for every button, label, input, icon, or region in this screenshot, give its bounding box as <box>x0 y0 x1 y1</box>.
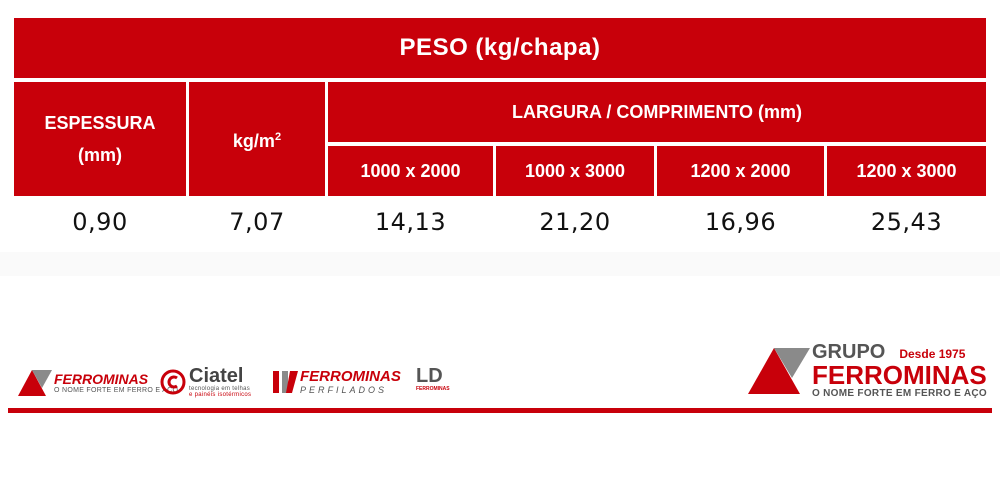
header-size-3 <box>657 146 824 196</box>
ciatel-logo-icon <box>160 369 186 395</box>
header-espessura-label: ESPESSURA <box>44 113 156 133</box>
header-size-label: 1000 x 2000 <box>360 160 461 181</box>
header-largura-comprimento <box>328 82 986 142</box>
footer-divider <box>8 408 992 413</box>
ld-sub: FERROMINAS <box>416 386 450 392</box>
perfilados-wordmark: FERROMINAS <box>300 368 401 385</box>
header-kgm2-sup: 2 <box>274 131 282 143</box>
header-size-label: 1000 x 3000 <box>524 160 626 181</box>
row-separator-band <box>0 252 1000 276</box>
desde-label: Desde 1975 <box>899 346 966 361</box>
perfilados-sub: PERFILADOS <box>300 385 388 395</box>
cell-1200x3000: 25,43 <box>870 208 943 236</box>
header-kgm2-label <box>233 121 281 157</box>
cell-1000x3000: 21,20 <box>539 208 611 236</box>
grupo-ferrominas-wordmark: FERROMINAS <box>812 359 987 390</box>
grupo-ferrominas-logo-icon <box>748 346 810 394</box>
header-kgm2-base: kg/m <box>232 131 275 151</box>
cell-espessura: 0,90 <box>72 208 128 236</box>
header-size-4 <box>827 146 986 196</box>
grupo-tagline: O NOME FORTE EM FERRO E AÇO <box>812 387 987 399</box>
header-size-label: 1200 x 2000 <box>690 160 791 181</box>
header-largura-label: LARGURA / COMPRIMENTO (mm) <box>512 101 802 122</box>
header-size-1 <box>328 146 493 196</box>
brand-grupo-ferrominas <box>748 338 987 402</box>
brand-ferrominas <box>18 366 178 398</box>
cell-1200x2000: 16,96 <box>704 208 777 236</box>
cell-kgm2: 7,07 <box>229 208 285 236</box>
perfilados-logo-icon <box>272 369 298 395</box>
header-espessura <box>14 82 186 196</box>
ciatel-tagline-1: tecnologia em telhas <box>189 386 251 392</box>
brand-ferrominas-perfilados <box>272 366 401 398</box>
brand-ciatel <box>160 364 251 400</box>
header-size-label: 1200 x 3000 <box>856 160 957 181</box>
brand-ld <box>416 366 450 396</box>
header-size-2 <box>496 146 654 196</box>
ciatel-tagline-2: e painéis isotérmicos <box>189 392 252 398</box>
table-title <box>14 18 986 78</box>
header-kgm2 <box>189 82 325 196</box>
ferrominas-logo-icon <box>18 368 52 396</box>
ferrominas-wordmark: FERROMINAS <box>54 370 149 387</box>
ferrominas-tagline: O NOME FORTE EM FERRO E AÇO <box>54 386 179 394</box>
ld-wordmark: LD <box>416 365 443 387</box>
cell-1000x2000: 14,13 <box>374 208 447 236</box>
ciatel-wordmark: Ciatel <box>189 365 244 387</box>
grupo-label: GRUPO <box>812 340 886 363</box>
table-title-text: PESO (kg/chapa) <box>399 34 601 61</box>
header-espessura-unit: (mm) <box>78 145 122 165</box>
